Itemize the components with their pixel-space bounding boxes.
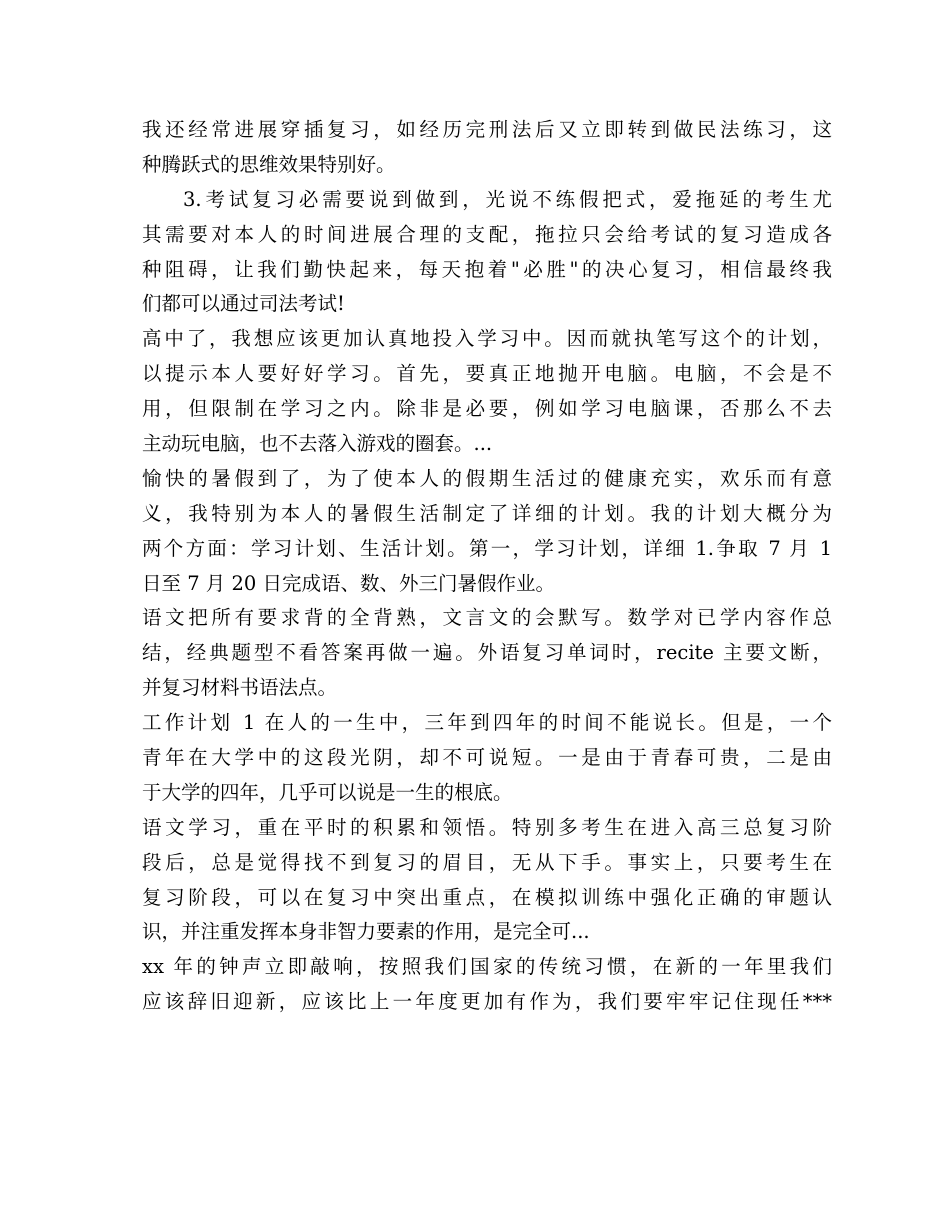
text-line: 愉快的暑假到了，为了使本人的假期生活过的健康充实，欢乐而有意	[142, 466, 832, 490]
paragraph-4	[142, 462, 832, 602]
paragraph-5	[142, 601, 832, 706]
text-line: 两个方面：学习计划、生活计划。第一，学习计划，详细 1.争取 7 月 1	[142, 536, 832, 560]
paragraph-1	[142, 113, 832, 183]
text-line: 3.考试复习必需要说到做到，光说不练假把式，爱拖延的考生尤	[183, 187, 832, 211]
text-line: 段后，总是觉得找不到复习的眉目，无从下手。事实上，只要考生在	[142, 850, 832, 874]
text-line: 用，但限制在学习之内。除非是必要，例如学习电脑课，否那么不去	[142, 397, 832, 421]
document-body	[142, 113, 832, 1020]
text-line: 高中了，我想应该更加认真地投入学习中。因而就执笔写这个的计划，	[142, 327, 832, 351]
paragraph-7	[142, 811, 832, 951]
text-line: 语文把所有要求背的全背熟，文言文的会默写。数学对已学内容作总	[142, 606, 832, 630]
text-line: 以提示本人要好好学习。首先，要真正地抛开电脑。电脑，不会是不	[142, 362, 832, 386]
text-line: 种腾跃式的思维效果特别好。	[142, 152, 396, 176]
paragraph-8	[142, 950, 832, 1020]
text-line: xx 年的钟声立即敲响，按照我们国家的传统习惯，在新的一年里我们	[142, 955, 832, 979]
paragraph-6	[142, 706, 832, 811]
paragraph-3	[142, 322, 832, 462]
text-line: 并复习材料书语法点。	[142, 676, 338, 700]
text-line: 主动玩电脑，也不去落入游戏的圈套。...	[142, 432, 493, 456]
text-line: 复习阶段，可以在复习中突出重点，在模拟训练中强化正确的审题认	[142, 885, 832, 909]
text-line: 我还经常进展穿插复习，如经历完刑法后又立即转到做民法练习，这	[142, 118, 832, 141]
paragraph-2	[142, 183, 832, 323]
text-line: 其需要对本人的时间进展合理的支配，拖拉只会给考试的复习造成各	[142, 222, 832, 246]
text-line: 日至 7 月 20 日完成语、数、外三门暑假作业。	[142, 571, 556, 595]
text-line: 青年在大学中的这段光阴，却不可说短。一是由于青春可贵，二是由	[142, 746, 832, 770]
text-line: 义，我特别为本人的暑假生活制定了详细的计划。我的计划大概分为	[142, 501, 832, 525]
text-line: 于大学的四年，几乎可以说是一生的根底。	[142, 780, 513, 804]
text-line: 应该辞旧迎新，应该比上一年度更加有作为，我们要牢牢记住现任***	[142, 990, 832, 1014]
text-line: 工作计划 1 在人的一生中，三年到四年的时间不能说长。但是，一个	[142, 711, 832, 735]
text-line: 语文学习，重在平时的积累和领悟。特别多考生在进入高三总复习阶	[142, 815, 832, 839]
text-line: 结，经典题型不看答案再做一遍。外语复习单词时，recite 主要文断，	[142, 641, 832, 665]
text-line: 们都可以通过司法考试!	[142, 292, 345, 316]
text-line: 识，并注重发挥本身非智力要素的作用，是完全可...	[142, 920, 590, 944]
text-line: 种阻碍，让我们勤快起来，每天抱着"必胜"的决心复习，相信最终我	[142, 257, 832, 281]
